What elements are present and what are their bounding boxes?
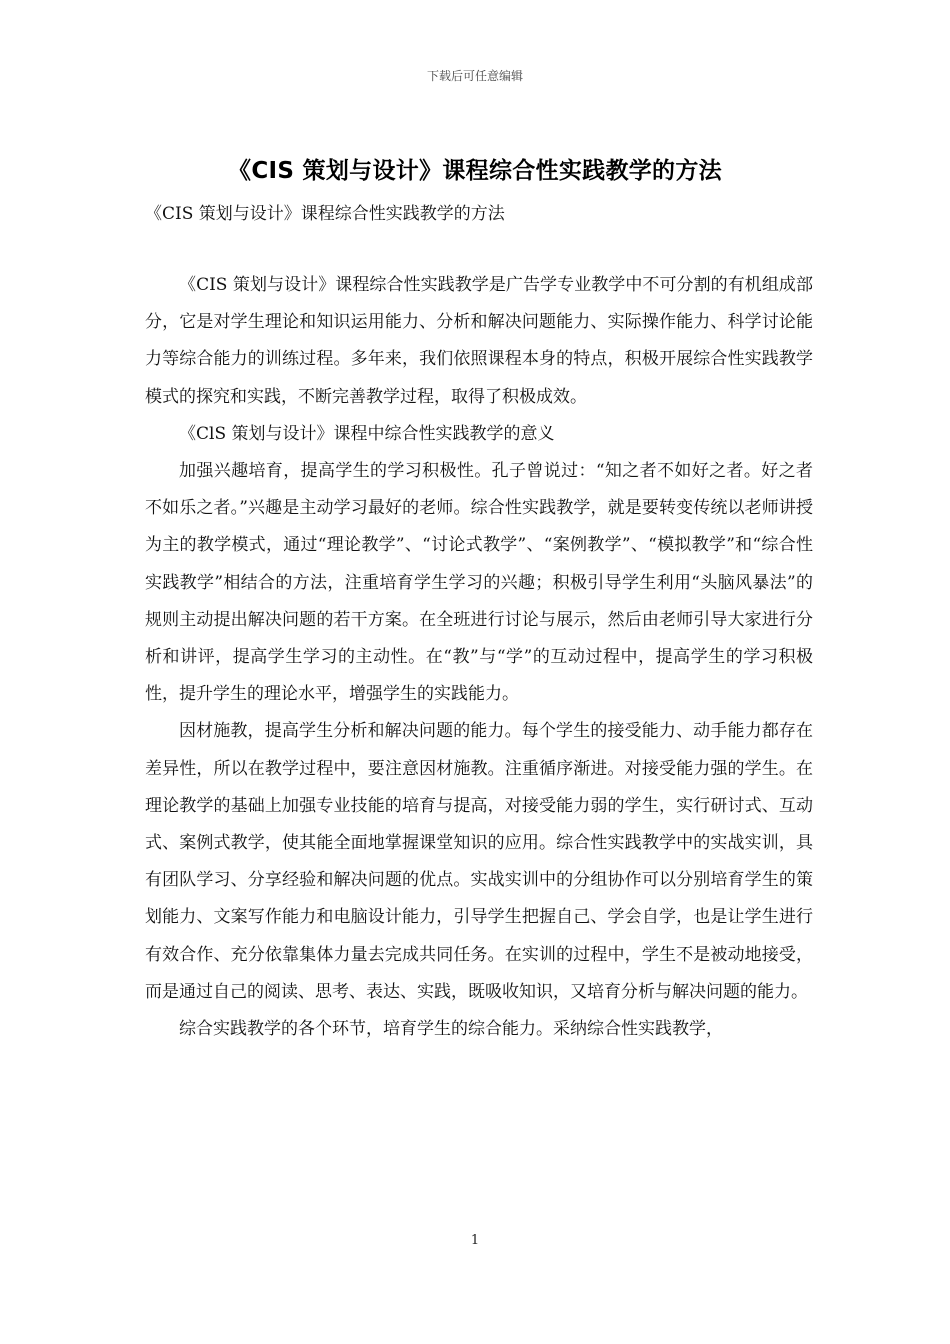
page-number: 1 (470, 1233, 480, 1248)
body-paragraph: 综合实践教学的各个环节，培育学生的综合能力。采纳综合性实践教学， (179, 1019, 723, 1040)
body-paragraph: 加强兴趣培育，提高学生的学习积极性。孔子曾说过：“知之者不如好之者。好之者不如乐之者。”兴趣是主动学习最好的老师。综合性实践教学，就是要转变传统以老师讲授为主的教学模式，通过“理论教学”、“讨论式教学”、“案例教学”、“模拟教学”和“综合性实践教学”相结合的方法，注重培育学生学习的兴趣；积极引导学生利用“头脑风暴法”的规则主动提出解决问题的若干方案。在全班进行讨论与展示，然后由老师引导大家进行分析和讲评，提高学生学习的主动性。在“教”与“学”的互动过程中，提高学生的学习积极性，提升学生的理论水平，增强学生的实践能力。 (145, 461, 813, 705)
body-paragraph: 因材施教，提高学生分析和解决问题的能力。每个学生的接受能力、动手能力都存在差异性，所以在教学过程中，要注意因材施教。注重循序渐进。对接受能力强的学生。在理论教学的基础上加强专业技能的培育与提高，对接受能力弱的学生，实行研讨式、互动式、案例式教学，使其能全面地掌握课堂知识的应用。综合性实践教学中的实战实训，具有团队学习、分享经验和解决问题的优点。实战实训中的分组协作可以分别培育学生的策划能力、文案写作能力和电脑设计能力，引导学生把握自己、学会自学，也是让学生进行有效合作、充分依靠集体力量去完成共同任务。在实训的过程中，学生不是被动地接受，而是通过自己的阅读、思考、表达、实践，既吸收知识，又培育分析与解决问题的能力。 (145, 721, 813, 1002)
page-header-note: 下载后可任意编辑 (426, 69, 523, 83)
document-title: 《CIS 策划与设计》课程综合性实践教学的方法 (228, 158, 722, 184)
document-body (145, 267, 813, 1048)
body-paragraph: 《CIS 策划与设计》课程综合性实践教学是广告学专业教学中不可分割的有机组成部分，它是对学生理论和知识运用能力、分析和解决问题能力、实际操作能力、科学讨论能力等综合能力的训练过程。多年来，我们依照课程本身的特点，积极开展综合性实践教学模式的探究和实践，不断完善教学过程，取得了积极成效。 (145, 275, 813, 407)
section-heading: 《ClS 策划与设计》课程中综合性实践教学的意义 (179, 423, 555, 444)
document-subtitle: 《CIS 策划与设计》课程综合性实践教学的方法 (145, 204, 505, 224)
